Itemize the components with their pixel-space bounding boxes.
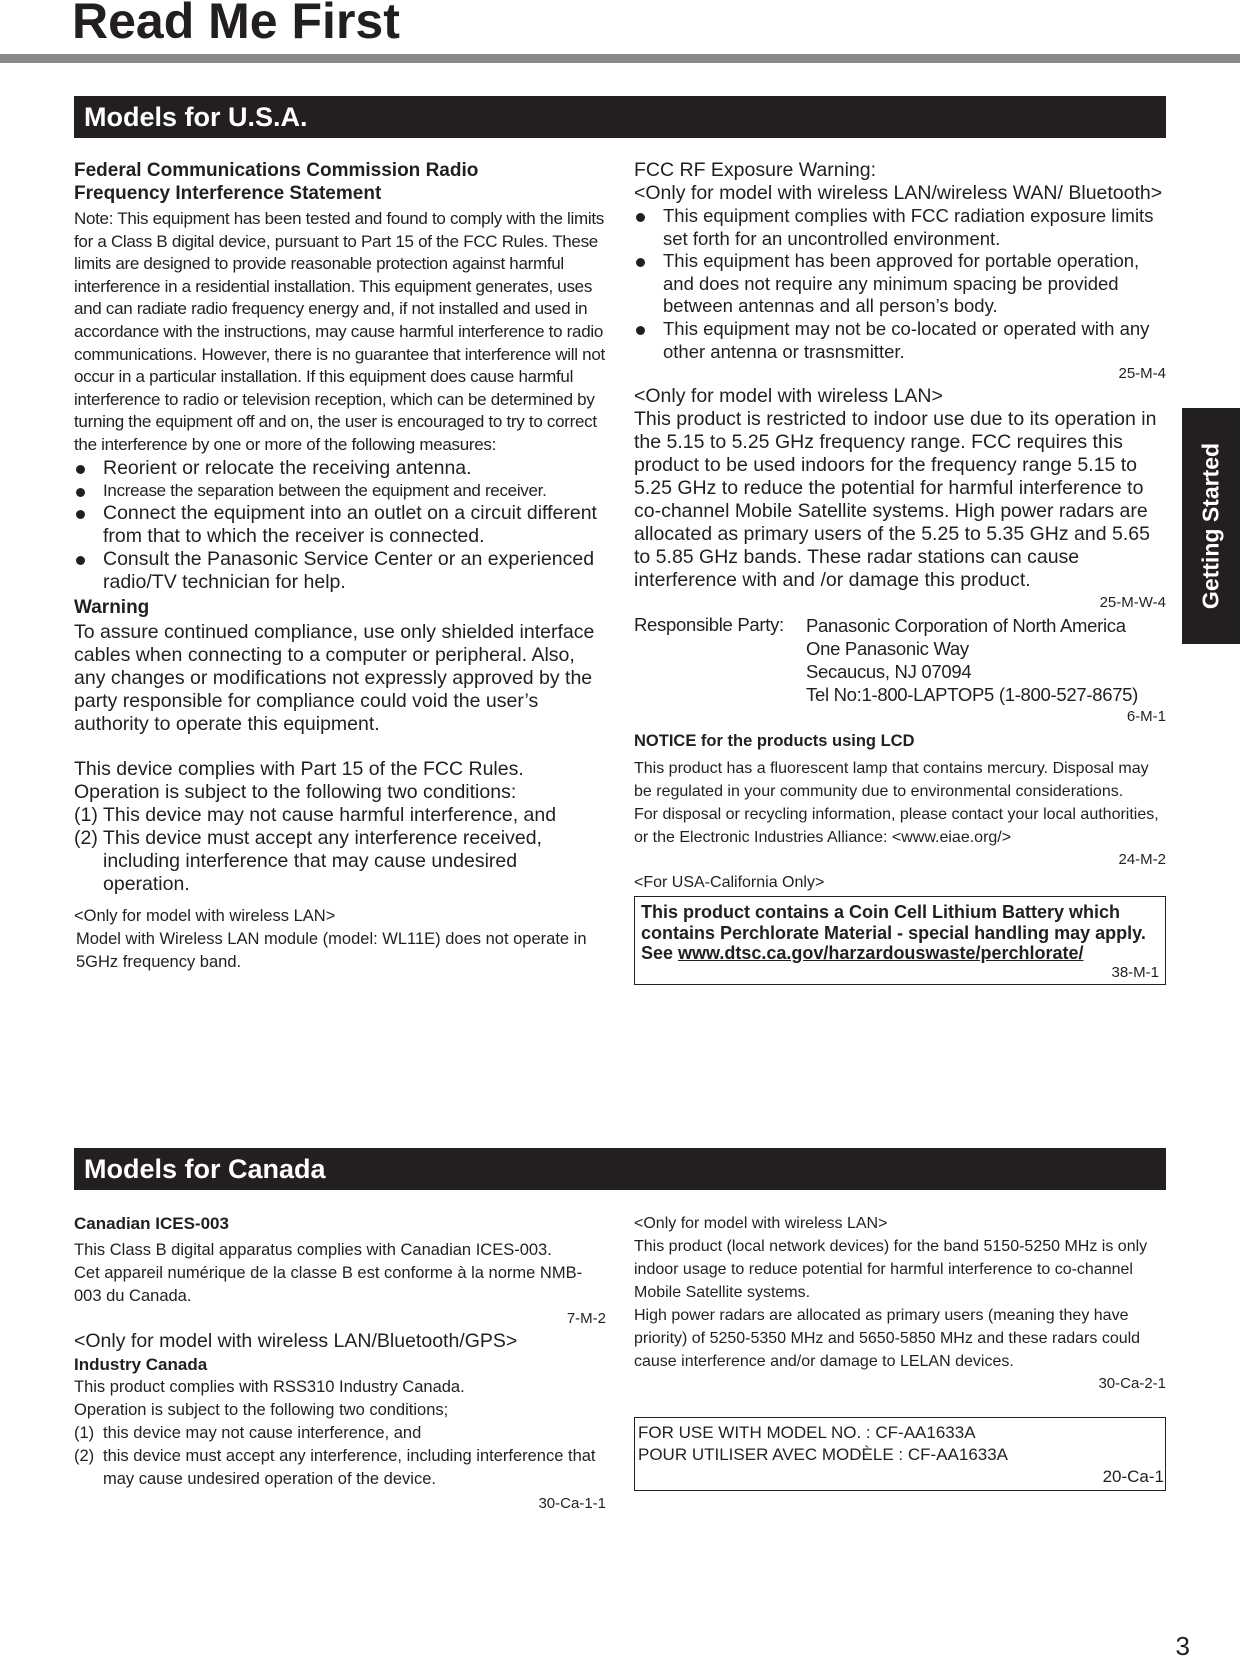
usa-right-column [634, 159, 1166, 985]
fcc-bullet: Increase the separation between the equipment and receiver. [74, 480, 606, 503]
section-band-usa: Models for U.S.A. [74, 96, 1166, 138]
ic-text1: This product complies with RSS310 Industry Canada. [74, 1378, 465, 1396]
side-tab[interactable] [1182, 408, 1240, 644]
title-rule [0, 54, 1240, 63]
fcc-bullet: Connect the equipment into an outlet on a circuit different from that to which the receiver is connected. [74, 502, 606, 548]
code-label: 20-Ca-1 [1102, 1467, 1164, 1486]
code-label: 7-M-2 [566, 1310, 606, 1327]
code-label: 6-M-1 [1126, 708, 1166, 726]
code-label: 25-M-4 [1118, 365, 1166, 383]
canada-left-column [74, 1212, 606, 1515]
model-line1: FOR USE WITH MODEL NO. : CF-AA1633A [638, 1423, 976, 1442]
party-label: Responsible Party: [634, 614, 784, 636]
code-label: 30-Ca-1-1 [538, 1495, 606, 1512]
lcd-heading: NOTICE for the products using LCD [634, 732, 915, 751]
page-number: 3 [1175, 1631, 1190, 1661]
warning-text: To assure continued compliance, use only shielded interface cables when connecting to a computer or peripheral. Also, any changes or modifications not expressly approved by the party responsible for compliance could void the user’s authority to operate this equipment. [74, 621, 595, 736]
rf-bullet: This equipment may not be co-located or operated with any other antenna or trasnsmitter. [634, 318, 1166, 363]
party-address: Panasonic Corporation of North America One Panasonic Way Secaucus, NJ 07094 Tel No:1-800-LAPTOP5 (1-800-527-8675) [806, 615, 1139, 706]
ices-text: This Class B digital apparatus complies with Canadian ICES-003. [74, 1241, 552, 1259]
ices-fr: Cet appareil numérique de la classe B est conforme à la norme NMB-003 du Canada. [74, 1264, 583, 1305]
fcc-bullet: Consult the Panasonic Service Center or an experienced radio/TV technician for help. [74, 548, 606, 594]
responsible-party [634, 614, 1166, 706]
warning-heading: Warning [74, 597, 150, 619]
wlan-text-right: This product is restricted to indoor use due to its operation in the 5.15 to 5.25 GHz frequency range. FCC requires this product to be used indoors for the frequency range 5.15 to 5.25 GHz to reduce the potential for harmful interference to co-channel Mobile Satellite systems. High power radars are allocated as primary users of the 5.25 to 5.35 GHz and 5.65 to 5.85 GHz bands. These radar stations can cause interference with and /or damage this product. [634, 408, 1157, 592]
bullet-dot-icon [636, 326, 645, 335]
code-label: 24-M-2 [1118, 851, 1166, 869]
perchlorate-box [634, 896, 1166, 985]
ic-heading: Industry Canada [74, 1355, 208, 1374]
condition-item: (2) this device must accept any interference, including interference that may cause undesired operation of the device. [74, 1447, 596, 1488]
part15-line1: This device complies with Part 15 of the FCC Rules. [74, 758, 524, 781]
model-line2: POUR UTILISER AVEC MODÈLE : CF-AA1633A [638, 1445, 1009, 1464]
usa-left-column [74, 159, 606, 974]
fcc-note: Note: This equipment has been tested and found to comply with the limits for a Class B digital device, pursuant to Part 15 of the FCC Rules. These limits are designed to provide reasonable protection against harmful interference in a residential installation. This equipment generates, uses and can radiate radio frequency energy and, if not installed and used in accordance with the instructions, may cause harmful interference to radio communications. However, there is no guarantee that interference will not occur in a particular installation. If this equipment does cause harmful interference to radio or television reception, which can be determined by turning the equipment off and on, the user is encouraged to try to correct the interference by one or more of the following measures: [74, 209, 605, 454]
model-box [634, 1417, 1166, 1491]
rf-bullet: This equipment complies with FCC radiation exposure limits set forth for an uncontrolled environment. [634, 205, 1166, 250]
bullet-dot-icon [76, 510, 85, 519]
ic-text2: Operation is subject to the following two conditions; [74, 1401, 449, 1419]
fcc-heading-line2: Frequency Interference Statement [74, 183, 382, 204]
part15-line2: Operation is subject to the following two conditions: [74, 781, 517, 804]
fcc-heading-line1: Federal Communications Commission Radio [74, 160, 479, 181]
code-label: 38-M-1 [1111, 963, 1159, 981]
code-label: 30-Ca-2-1 [1098, 1375, 1166, 1392]
bullet-dot-icon [76, 488, 85, 497]
wlan-heading-right: <Only for model with wireless LAN> [634, 385, 943, 408]
fcc-bullet: Reorient or relocate the receiving antenna. [74, 457, 606, 480]
page-title: Read Me First [72, 0, 400, 49]
lcd-text2: For disposal or recycling information, please contact your local authorities, or the Electronic Industries Alliance: <www.eiae.org/> [634, 806, 1159, 847]
condition-item: (2) This device must accept any interference received, including interference that may cause undesired operation. [74, 827, 542, 896]
bt-heading: <Only for model with wireless LAN/Bluetooth/GPS> [74, 1330, 518, 1352]
lcd-text1: This product has a fluorescent lamp that contains mercury. Disposal may be regulated in your community due to environmental considerations. [634, 760, 1149, 801]
perchlorate-text: This product contains a Coin Cell Lithium Battery which contains Perchlorate Material - special handling may apply. [641, 902, 1146, 943]
bullet-dot-icon [636, 258, 645, 267]
side-tab-label: Getting Started [1197, 442, 1224, 610]
ca-wlan-text2: High power radars are allocated as primary users (meaning they have priority) of 5250-5350 MHz and 5650-5850 MHz and these radars could cause interference and/or damage to LELAN devices. [634, 1307, 1141, 1370]
ices-heading: Canadian ICES-003 [74, 1214, 229, 1233]
bullet-dot-icon [76, 465, 85, 474]
rf-bullet: This equipment has been approved for portable operation, and does not require any minimum spacing be provided between antennas and all person’s body. [634, 250, 1166, 318]
ca-wlan-text1: This product (local network devices) for the band 5150-5250 MHz is only indoor usage to reduce potential for harmful interference to co-channel Mobile Satellite systems. [634, 1238, 1148, 1301]
canada-right-column [634, 1212, 1166, 1491]
perchlorate-see-row: See www.dtsc.ca.gov/harzardouswaste/perchlorate/ [641, 943, 1084, 964]
rf-heading: FCC RF Exposure Warning: [634, 159, 877, 181]
bullet-dot-icon [76, 556, 85, 565]
wlan-heading-left: <Only for model with wireless LAN> [74, 907, 336, 926]
code-label: 25-M-W-4 [1099, 594, 1166, 612]
california-heading: <For USA-California Only> [634, 874, 825, 892]
rf-sub: <Only for model with wireless LAN/wireless WAN/ Bluetooth> [634, 182, 1163, 204]
bullet-dot-icon [636, 213, 645, 222]
section-band-canada: Models for Canada [74, 1148, 1166, 1190]
wlan-text-left: Model with Wireless LAN module (model: WL11E) does not operate in 5GHz frequency band. [76, 930, 587, 972]
condition-item: (1) this device may not cause interference, and [74, 1424, 422, 1442]
condition-item: (1) This device may not cause harmful interference, and [74, 804, 557, 827]
perchlorate-link[interactable]: www.dtsc.ca.gov/harzardouswaste/perchlorate/ [678, 943, 1084, 964]
ca-wlan-heading: <Only for model with wireless LAN> [634, 1215, 888, 1232]
